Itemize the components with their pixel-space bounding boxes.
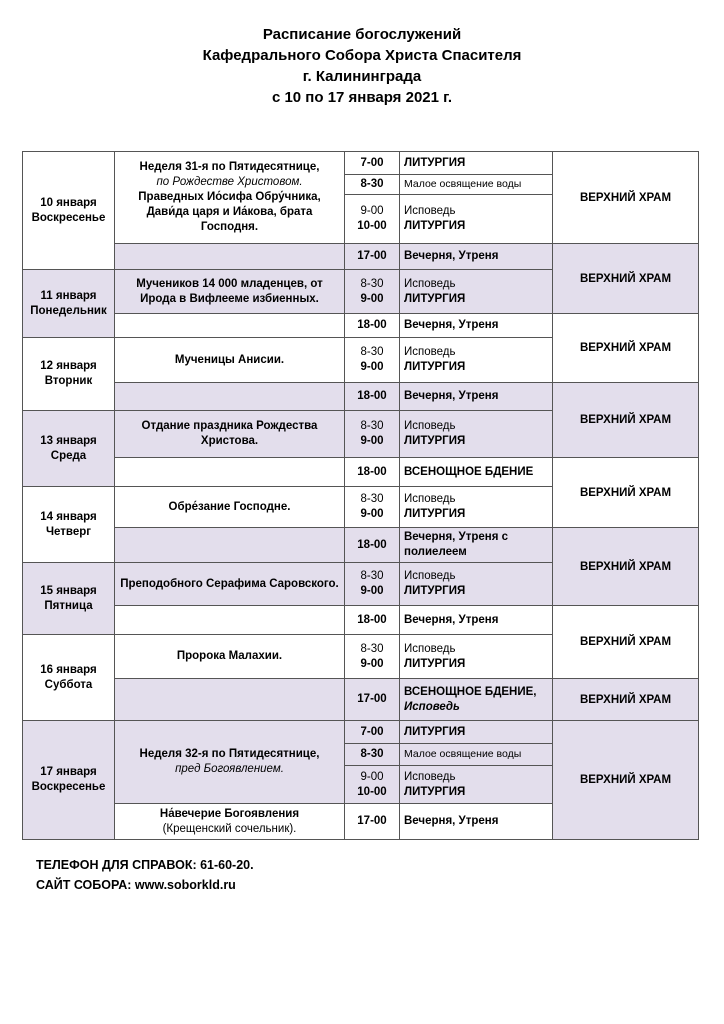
day-cell <box>23 635 115 721</box>
table-row <box>23 606 699 635</box>
time-value: 9-00 <box>360 205 384 217</box>
day-date: 16 января <box>40 663 97 676</box>
empty-cell <box>115 244 345 270</box>
time-value: 8-30 <box>360 346 384 358</box>
service-cell: Вечерня, Утреня <box>400 244 553 270</box>
temple-cell: ВЕРХНИЙ ХРАМ <box>553 152 699 244</box>
table-row <box>23 152 699 175</box>
feast-text: На́вечерие Богоявления <box>159 807 300 820</box>
feast-cell: Пророка Малахии. <box>115 635 345 679</box>
empty-cell <box>115 314 345 338</box>
service-text: ЛИТУРГИЯ <box>404 292 466 305</box>
service-text: Исповедь <box>404 420 456 432</box>
service-text: Исповедь <box>404 277 456 290</box>
contact-info <box>36 855 254 895</box>
table-row <box>23 528 699 563</box>
title-line: с 10 по 17 января 2021 г. <box>271 89 453 106</box>
service-text: Исповедь <box>404 570 456 582</box>
time-cell: 7-00 <box>345 721 400 744</box>
service-text: ЛИТУРГИЯ <box>404 585 466 597</box>
time-cell: 18-00 <box>345 528 400 563</box>
table-row <box>23 458 699 487</box>
time-cell: 18-00 <box>345 314 400 338</box>
temple-cell: ВЕРХНИЙ ХРАМ <box>553 244 699 314</box>
service-cell <box>400 195 553 244</box>
temple-cell: ВЕРХНИЙ ХРАМ <box>553 314 699 383</box>
service-text: ЛИТУРГИЯ <box>404 657 466 670</box>
time-value: 10-00 <box>357 785 387 798</box>
day-weekday: Воскресенье <box>31 781 106 793</box>
day-cell <box>23 152 115 270</box>
time-cell: 17-00 <box>345 244 400 270</box>
empty-cell <box>115 458 345 487</box>
service-cell: ЛИТУРГИЯ <box>400 721 553 744</box>
service-cell <box>400 563 553 606</box>
service-text: ЛИТУРГИЯ <box>404 785 466 798</box>
service-text: Исповедь <box>404 700 460 713</box>
day-weekday: Суббота <box>44 678 93 691</box>
service-cell: Вечерня, Утреня <box>400 804 553 840</box>
service-text: ВСЕНОЩНОЕ БДЕНИЕ, <box>404 685 537 698</box>
day-cell <box>23 721 115 840</box>
temple-cell: ВЕРХНИЙ ХРАМ <box>553 458 699 528</box>
table-row <box>23 383 699 411</box>
table-row <box>23 721 699 744</box>
feast-text: Неделя 31-я по Пятидесятнице, <box>139 161 320 173</box>
feast-cell: Преподобного Серафима Саровского. <box>115 563 345 606</box>
day-weekday: Среда <box>50 449 87 462</box>
day-cell <box>23 338 115 411</box>
day-cell <box>23 270 115 338</box>
service-cell <box>400 411 553 458</box>
day-weekday: Четверг <box>45 525 92 538</box>
time-value: 8-30 <box>360 570 384 582</box>
feast-cell: Мученицы Анисии. <box>115 338 345 383</box>
feast-text: Неделя 32-я по Пятидесятнице, <box>139 748 320 760</box>
time-cell <box>345 563 400 606</box>
table-row <box>23 679 699 721</box>
service-cell: ЛИТУРГИЯ <box>400 152 553 175</box>
temple-cell: ВЕРХНИЙ ХРАМ <box>553 721 699 840</box>
service-text: ЛИТУРГИЯ <box>404 361 466 373</box>
schedule-table <box>22 151 699 840</box>
service-text: Исповедь <box>404 493 456 505</box>
time-cell: 8-30 <box>345 744 400 766</box>
service-cell <box>400 487 553 528</box>
day-date: 17 января <box>40 766 97 778</box>
feast-cell: Отдание праздника Рождества Христова. <box>115 411 345 458</box>
day-date: 13 января <box>40 434 97 447</box>
empty-cell <box>115 528 345 563</box>
day-weekday: Воскресенье <box>31 211 106 224</box>
time-cell <box>345 338 400 383</box>
time-value: 9-00 <box>360 508 384 520</box>
day-cell <box>23 563 115 635</box>
title-line: Расписание богослужений <box>262 26 462 43</box>
feast-cell <box>115 804 345 840</box>
time-cell <box>345 411 400 458</box>
service-cell <box>400 635 553 679</box>
day-date: 11 января <box>40 289 97 302</box>
service-cell: Малое освящение воды <box>400 175 553 195</box>
feast-text: пред Богоявлением. <box>175 763 284 775</box>
time-cell: 17-00 <box>345 804 400 840</box>
time-value: 9-00 <box>360 585 384 597</box>
day-date: 14 января <box>40 510 97 523</box>
service-cell: Малое освящение воды <box>400 744 553 766</box>
empty-cell <box>115 606 345 635</box>
service-cell <box>400 270 553 314</box>
feast-text: Праведных Ио́сифа Обру́чника, Дави́да царя и Иа́кова, брата Господня. <box>138 191 321 233</box>
time-cell <box>345 195 400 244</box>
service-text: Исповедь <box>404 642 456 655</box>
table-row <box>23 314 699 338</box>
day-date: 15 января <box>40 584 97 597</box>
day-date: 12 января <box>40 360 97 372</box>
feast-cell <box>115 721 345 804</box>
service-cell: Вечерня, Утреня <box>400 606 553 635</box>
temple-cell: ВЕРХНИЙ ХРАМ <box>553 606 699 679</box>
temple-cell: ВЕРХНИЙ ХРАМ <box>553 383 699 458</box>
time-value: 9-00 <box>360 435 384 447</box>
time-value: 9-00 <box>360 657 384 670</box>
time-cell <box>345 635 400 679</box>
time-value: 8-30 <box>360 420 384 432</box>
time-cell: 18-00 <box>345 458 400 487</box>
time-cell: 8-30 <box>345 175 400 195</box>
day-weekday: Вторник <box>44 375 93 387</box>
time-value: 10-00 <box>357 220 387 232</box>
service-text: Исповедь <box>404 205 456 217</box>
service-text: Исповедь <box>404 346 456 358</box>
service-text: ЛИТУРГИЯ <box>404 220 466 232</box>
service-text: ЛИТУРГИЯ <box>404 508 466 520</box>
feast-text: (Крещенский сочельник). <box>162 822 297 835</box>
service-text: Исповедь <box>404 770 456 783</box>
page-title <box>0 24 724 108</box>
service-cell: Вечерня, Утреня <box>400 383 553 411</box>
feast-text: по Рождестве Христовом. <box>156 176 303 188</box>
service-text: ЛИТУРГИЯ <box>404 435 466 447</box>
feast-cell <box>115 152 345 244</box>
day-weekday: Пятница <box>44 599 93 612</box>
site-line: САЙТ СОБОРА: www.soborkld.ru <box>36 878 236 892</box>
service-cell: ВСЕНОЩНОЕ БДЕНИЕ <box>400 458 553 487</box>
empty-cell <box>115 383 345 411</box>
temple-cell: ВЕРХНИЙ ХРАМ <box>553 679 699 721</box>
time-cell: 7-00 <box>345 152 400 175</box>
time-cell <box>345 487 400 528</box>
time-cell: 18-00 <box>345 606 400 635</box>
day-date: 10 января <box>40 196 97 209</box>
time-value: 8-30 <box>360 277 384 290</box>
day-cell <box>23 411 115 487</box>
feast-cell: Обре́зание Господне. <box>115 487 345 528</box>
table-row <box>23 244 699 270</box>
time-cell <box>345 766 400 804</box>
title-line: г. Калининграда <box>302 68 422 85</box>
temple-cell: ВЕРХНИЙ ХРАМ <box>553 528 699 606</box>
time-value: 8-30 <box>360 493 384 505</box>
time-value: 8-30 <box>360 642 384 655</box>
service-cell <box>400 766 553 804</box>
time-cell <box>345 270 400 314</box>
phone-line: ТЕЛЕФОН ДЛЯ СПРАВОК: 61-60-20. <box>36 858 254 872</box>
day-cell <box>23 487 115 563</box>
service-cell <box>400 338 553 383</box>
time-cell: 18-00 <box>345 383 400 411</box>
title-line: Кафедрального Собора Христа Спасителя <box>202 47 522 64</box>
time-cell: 17-00 <box>345 679 400 721</box>
service-cell: Вечерня, Утреня с полиелеем <box>400 528 553 563</box>
feast-cell: Мучеников 14 000 младенцев, от Ирода в Вифлееме избиенных. <box>115 270 345 314</box>
time-value: 9-00 <box>360 292 384 305</box>
time-value: 9-00 <box>360 770 384 783</box>
day-weekday: Понедельник <box>30 304 107 317</box>
empty-cell <box>115 679 345 721</box>
time-value: 9-00 <box>360 361 384 373</box>
service-cell: Вечерня, Утреня <box>400 314 553 338</box>
service-cell <box>400 679 553 721</box>
